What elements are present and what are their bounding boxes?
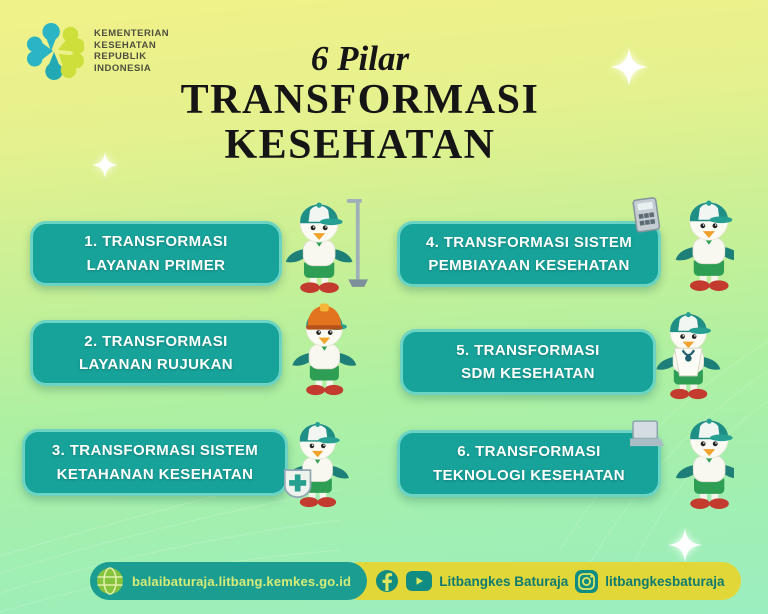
pillar-4-button[interactable] bbox=[397, 221, 661, 287]
footer-social-section bbox=[341, 562, 740, 600]
kemenkes-logo-icon bbox=[26, 22, 84, 80]
footer-contact-bar bbox=[90, 562, 725, 600]
pillar-5-label-line1: 5. TRANSFORMASI bbox=[456, 341, 600, 359]
website-link[interactable]: balaibaturaja.litbang.kemkes.go.id bbox=[132, 573, 352, 589]
mascot-laptop-icon bbox=[630, 412, 734, 512]
globe-icon bbox=[95, 566, 125, 596]
pillar-5-label-line2: SDM KESEHATAN bbox=[461, 365, 595, 382]
pillar-6-button[interactable] bbox=[397, 430, 661, 497]
ministry-name-line: REPUBLIK bbox=[94, 51, 147, 62]
mascot-calculator-icon bbox=[632, 194, 734, 294]
pillar-1-label-line2: LAYANAN PRIMER bbox=[86, 256, 226, 274]
mascot-doctor-icon bbox=[652, 306, 725, 402]
mascot-shield-icon bbox=[282, 416, 353, 510]
youtube-icon[interactable] bbox=[406, 571, 432, 591]
pillar-6-label-line1: 6. TRANSFORMASI bbox=[457, 443, 601, 460]
pillar-2-label-line1: 2. TRANSFORMASI bbox=[84, 332, 228, 350]
pillar-4-label-line1: 4. TRANSFORMASI SISTEM bbox=[425, 233, 633, 251]
title-line-1: TRANSFORMASI bbox=[180, 77, 540, 123]
sparkle-icon bbox=[610, 48, 648, 86]
pillar-3-button[interactable] bbox=[22, 429, 288, 496]
facebook-icon[interactable] bbox=[375, 569, 399, 593]
pillar-5-button[interactable] bbox=[400, 329, 656, 395]
ministry-name-line: INDONESIA bbox=[94, 62, 152, 74]
pillar-4-label-line2: PEMBIAYAAN KESEHATAN bbox=[428, 257, 630, 274]
social-account-name[interactable]: Litbangkes Baturaja bbox=[439, 573, 569, 589]
pillar-1-button[interactable] bbox=[30, 221, 282, 286]
title-line-2: KESEHATAN bbox=[224, 122, 496, 168]
title-eyebrow: 6 Pilar bbox=[310, 39, 410, 78]
footer-website-section[interactable] bbox=[90, 562, 367, 600]
mascot-iv-pole-icon bbox=[268, 196, 370, 296]
instagram-icon[interactable] bbox=[575, 570, 598, 593]
pillar-2-label-line2: LAYANAN RUJUKAN bbox=[78, 356, 234, 373]
pillar-3-label-line1: 3. TRANSFORMASI SISTEM bbox=[51, 442, 259, 459]
pillar-2-button[interactable] bbox=[30, 320, 282, 386]
pillar-3-label-line2: KETAHANAN KESEHATAN bbox=[56, 465, 254, 483]
sparkle-icon bbox=[92, 152, 118, 178]
instagram-handle[interactable]: litbangkesbaturaja bbox=[605, 573, 725, 589]
poster-title bbox=[130, 40, 590, 168]
ministry-name-line: KESEHATAN bbox=[94, 39, 157, 51]
sparkle-icon bbox=[668, 528, 702, 562]
mascot-emergency-helmet-icon bbox=[288, 302, 361, 398]
ministry-name-line: KEMENTERIAN bbox=[94, 28, 170, 39]
pillar-1-label-line1: 1. TRANSFORMASI bbox=[84, 233, 228, 250]
pillar-6-label-line2: TEKNOLOGI KESEHATAN bbox=[432, 466, 626, 484]
